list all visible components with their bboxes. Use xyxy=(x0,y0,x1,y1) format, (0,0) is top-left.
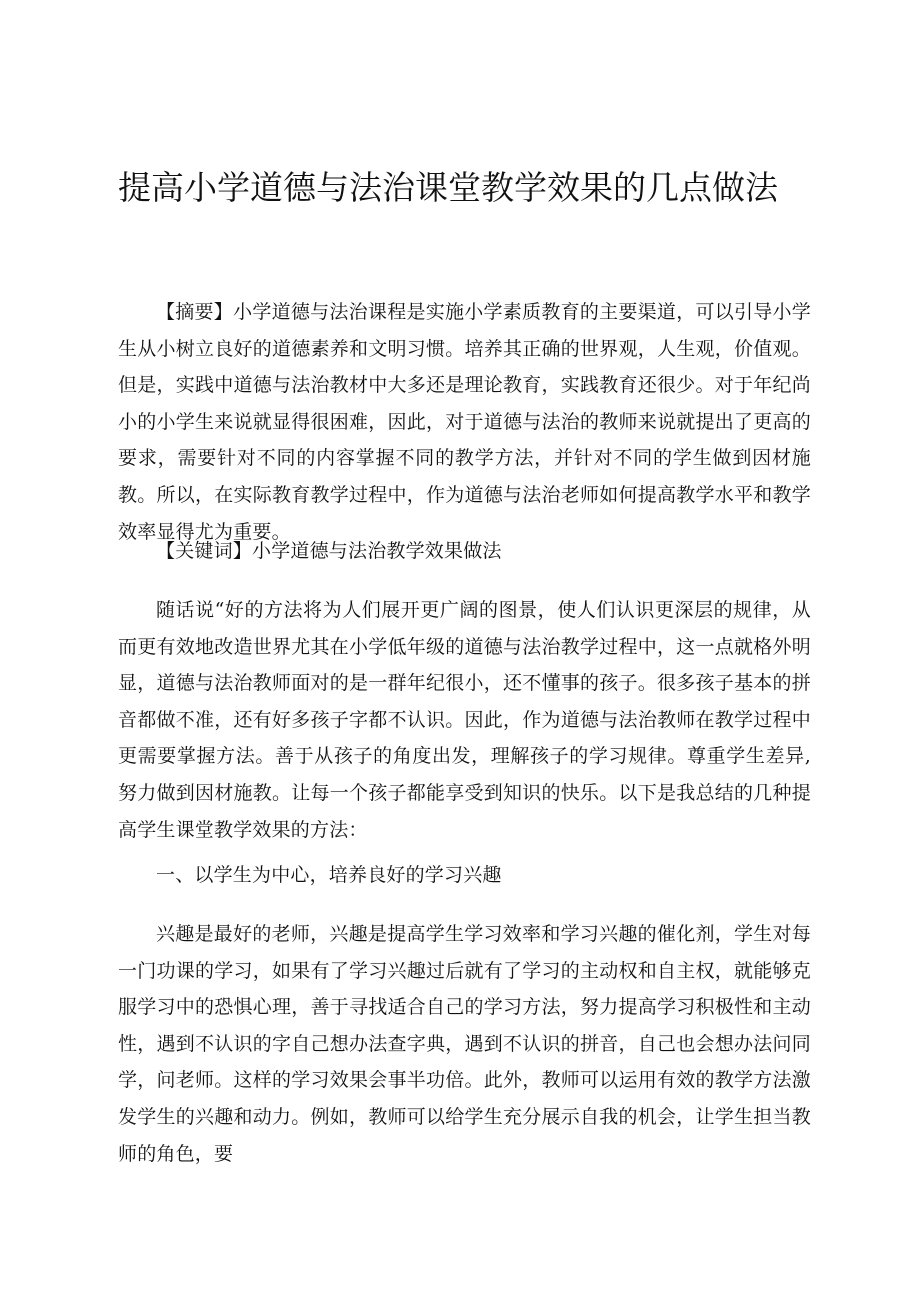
section-heading-1: 一、以学生为中心，培养良好的学习兴趣 xyxy=(156,864,502,886)
keywords-paragraph: 【关键词】小学道德与法治教学效果做法 xyxy=(156,540,502,562)
intro-paragraph: 随话说“好的方法将为人们展开更广阔的图景，使人们认识更深层的规律，从而更有效地改造世界尤其在小学低年级的道德与法治教学过程中，这一点就格外明显，道德与法治教师面对的是一群年纪很小，还不懂事的孩子。很多孩子基本的拼音都做不准，还有好多孩子字都不认识。因此，作为道德与法治教师在教学过程中更需要掌握方法。善于从孩子的角度出发，理解孩子的学习规律。尊重学生差异,努力做到因材施教。让每一个孩子都能享受到知识的快乐。以下是我总结的几种提高学生课堂教学效果的方法： xyxy=(118,599,811,841)
document-title: 提高小学道德与法治课堂教学效果的几点做法 xyxy=(118,168,778,207)
abstract-paragraph: 【摘要】小学道德与法治课程是实施小学素质教育的主要渠道，可以引导小学生从小树立良好的道德素养和文明习惯。培养其正确的世界观，人生观，价值观。但是，实践中道德与法治教材中大多还是理论教育，实践教育还很少。对于年纪尚小的小学生来说就显得很困难，因此，对于道德与法治的教师来说就提出了更高的要求，需要针对不同的内容掌握不同的教学方法，并针对不同的学生做到因材施教。所以，在实际教育教学过程中，作为道德与法治老师如何提高教学水平和教学效率显得尤为重要。 xyxy=(118,301,811,543)
section-body-1: 兴趣是最好的老师，兴趣是提高学生学习效率和学习兴趣的催化剂，学生对每一门功课的学习，如果有了学习兴趣过后就有了学习的主动权和自主权，就能够克服学习中的恐惧心理，善于寻找适合自己的学习方法，努力提高学习积极性和主动性，遇到不认识的字自己想办法查字典，遇到不认识的拼音，自己也会想办法问同学，问老师。这样的学习效果会事半功倍。此外，教师可以运用有效的教学方法激发学生的兴趣和动力。例如，教师可以给学生充分展示自我的机会，让学生担当教师的角色，要 xyxy=(118,923,811,1165)
